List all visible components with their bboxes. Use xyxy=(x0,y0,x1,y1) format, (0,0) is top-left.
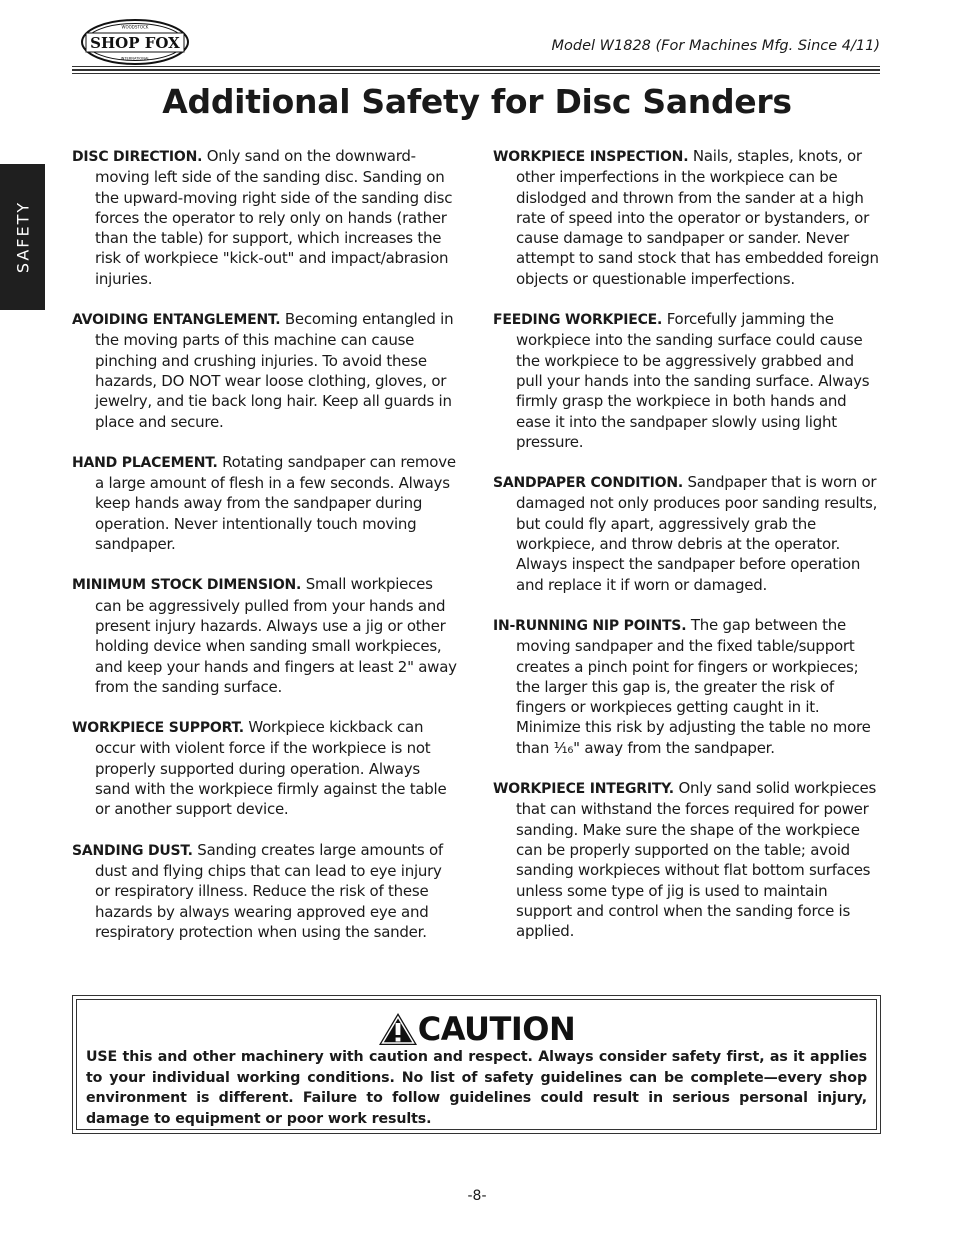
item-text: Forcefully jamming the workpiece into the sanding surface could cause the workpiece to be aggressively grabbed and pull your hands into the sanding surface. Always firmly grasp the workpiece in both hands and ease it into the sandpaper slowly using light pressure. xyxy=(516,310,870,451)
shop-fox-logo xyxy=(80,18,190,66)
page-number: -8- xyxy=(467,1188,487,1204)
logo-text: SHOP FOX xyxy=(90,34,180,52)
header-rule xyxy=(72,69,880,71)
header-rule xyxy=(72,66,880,67)
caution-heading xyxy=(77,1010,876,1046)
item-text: The gap between the moving sandpaper and the fixed table/support creates a pinch point for fingers or workpieces; the larger this gap is, the greater the risk of fingers or workpieces getting caught in it. Minimize this risk by adjusting the table no more than ¹⁄₁₆" away from the sandpaper. xyxy=(516,615,871,757)
item-heading: AVOIDING ENTANGLEMENT. xyxy=(72,312,281,329)
section-side-tab xyxy=(0,164,45,310)
safety-item xyxy=(72,146,458,289)
item-text: Only sand on the downward-moving left side of the sanding disc. Sanding on the upward-moving right side of the sanding disc forces the operator to rely only on hands (rather than the table) for support, which increases the risk of workpiece "kick-out" and impact/abrasion injuries. xyxy=(95,147,453,288)
item-heading: WORKPIECE INTEGRITY. xyxy=(493,781,674,798)
item-text: Becoming entangled in the moving parts of this machine can cause pinching and crushing injuries. To avoid these hazards, DO NOT wear loose clothing, gloves, or jewelry, and tie back long hair. Keep all guards in place and secure. xyxy=(95,310,454,431)
item-text: Sanding creates large amounts of dust and flying chips that can lead to eye injury or respiratory illness. Reduce the risk of these hazards by always wearing approved eye and respiratory protection when using the sander. xyxy=(95,840,443,941)
logo-arc-top: WOODSTOCK xyxy=(121,24,149,30)
item-heading: DISC DIRECTION. xyxy=(72,149,203,165)
item-text: Workpiece kickback can occur with violent force if the workpiece is not properly supported during operation. Always sand with the workpiece firmly against the table or another support device. xyxy=(95,718,447,819)
page-title: Additional Safety for Disc Sanders xyxy=(162,82,792,121)
item-heading: MINIMUM STOCK DIMENSION. xyxy=(72,577,302,594)
item-text: Nails, staples, knots, or other imperfections in the workpiece can be dislodged and thrown from the sander at a high rate of speed into the operator or bystanders, or cause damage to sandpaper or sander. Never attempt to sand stock that has embedded foreign objects or questionable imperfections. xyxy=(516,147,879,288)
item-heading: SANDING DUST. xyxy=(72,842,193,859)
safety-item xyxy=(72,840,458,942)
warning-triangle-icon xyxy=(378,1012,418,1046)
safety-item xyxy=(493,309,881,452)
safety-item xyxy=(72,309,458,432)
caution-text: USE this and other machinery with caution and respect. Always consider safety first, as it applies to your individual working conditions. No list of safety guidelines can be complete—every shop environment is different. Failure to follow guidelines could result in serious personal injury, damage to equipment or poor work results. xyxy=(86,1049,867,1127)
item-text: Only sand solid workpieces that can withstand the forces required for power sanding. Make sure the shape of the workpiece can be properly supported on the table; avoid sanding workpieces without flat bottom surfaces unless some type of jig is used to maintain support and control when the sanding force is applied. xyxy=(516,779,877,941)
safety-item xyxy=(493,146,881,289)
safety-item xyxy=(72,452,458,554)
model-line: Model W1828 (For Machines Mfg. Since 4/11) xyxy=(551,38,880,54)
item-heading: IN-RUNNING NIP POINTS. xyxy=(493,617,687,634)
safety-item xyxy=(493,778,881,941)
safety-item xyxy=(493,472,881,595)
logo-arc-bottom: INTERNATIONAL xyxy=(120,56,150,61)
item-heading: HAND PLACEMENT. xyxy=(72,454,218,471)
item-heading: WORKPIECE SUPPORT. xyxy=(72,720,244,737)
item-heading: WORKPIECE INSPECTION. xyxy=(493,149,689,165)
item-heading: SANDPAPER CONDITION. xyxy=(493,475,683,492)
caution-title: CAUTION xyxy=(417,1010,576,1048)
item-text: Small workpieces can be aggressively pulled from your hands and present injury hazards. Always use a jig or other holding device when sanding small workpieces, and keep your hands and fingers at least 2" away from the sanding surface. xyxy=(95,575,457,696)
side-tab-label: SAFETY xyxy=(13,200,32,274)
header-rule xyxy=(72,73,880,74)
caution-box xyxy=(72,995,881,1134)
safety-item xyxy=(72,574,458,697)
safety-item xyxy=(72,717,458,819)
safety-item xyxy=(493,615,881,758)
caution-inner-border xyxy=(76,999,877,1130)
item-text: Rotating sandpaper can remove a large amount of flesh in a few seconds. Always keep hands away from the sandpaper during operation. Never intentionally touch moving sandpaper. xyxy=(95,452,456,554)
item-text: Sandpaper that is worn or damaged not only produces poor sanding results, but could fly apart, aggressively grab the workpiece, and throw debris at the operator. Always inspect the sandpaper before operation and replace it if worn or damaged. xyxy=(516,473,878,594)
item-heading: FEEDING WORKPIECE. xyxy=(493,312,663,329)
left-column xyxy=(72,131,458,962)
right-column xyxy=(493,131,881,961)
page-header xyxy=(72,14,880,72)
